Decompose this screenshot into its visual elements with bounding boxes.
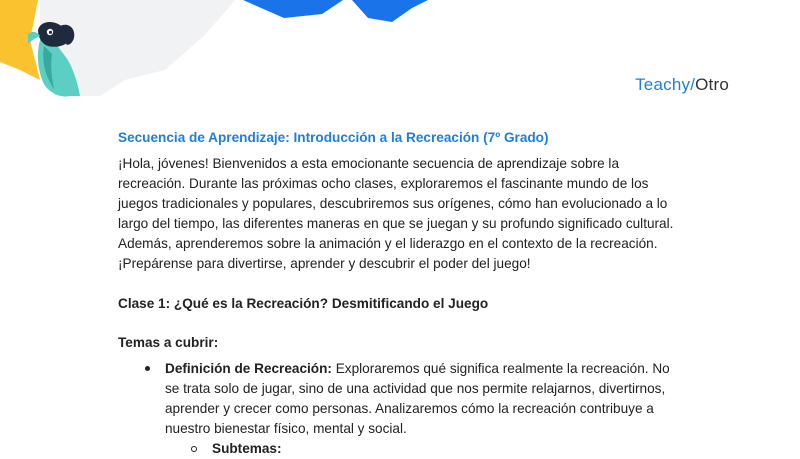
blue-background-shape-2	[352, 0, 428, 22]
topic-item	[165, 359, 683, 459]
brand-name: Teachy	[635, 75, 691, 94]
document-body	[118, 128, 683, 459]
class-1-heading: Clase 1: ¿Qué es la Recreación? Desmitificando el Juego	[118, 296, 489, 311]
subtopics-list	[165, 439, 683, 459]
intro-paragraph: ¡Hola, jóvenes! Bienvenidos a esta emocionante secuencia de aprendizaje sobre la recreación. Durante las próximas ocho clases, exploraremos el fascinante mundo de los juegos tradicionales y populares, descubriremos sus orígenes, cómo han evolucionado a lo largo del tiempo, las diferentes maneras en que se juegan y su profundo significado cultural. Además, aprenderemos sobre la animación y el liderazgo en el contexto de la recreación. ¡Prepárense para divertirse, aprender y descubrir el poder del juego!	[118, 156, 674, 271]
grey-background-shape	[40, 0, 235, 96]
yellow-background-shape	[0, 0, 40, 80]
document-title: Secuencia de Aprendizaje: Introducción a la Recreación (7º Grado)	[118, 130, 549, 145]
brand-category: Otro	[695, 75, 729, 94]
topics-list	[118, 359, 683, 459]
brand-separator: /	[690, 75, 696, 94]
brand-logo-text[interactable]	[635, 75, 729, 95]
subtopics-label: Subtemas:	[212, 439, 683, 459]
topics-label: Temas a cubrir:	[118, 335, 219, 350]
parrot-mascot-icon	[28, 22, 80, 97]
topic-term: Definición de Recreación:	[165, 361, 332, 376]
blue-background-shape	[243, 0, 343, 18]
topic-description: Exploraremos qué significa realmente la recreación. No se trata solo de jugar, sino de una actividad que nos permite relajarnos, divertirnos, aprender y crecer como personas. Analizaremos cómo la recreación contribuye a nuestro bienestar físico, mental y social.	[165, 361, 670, 436]
